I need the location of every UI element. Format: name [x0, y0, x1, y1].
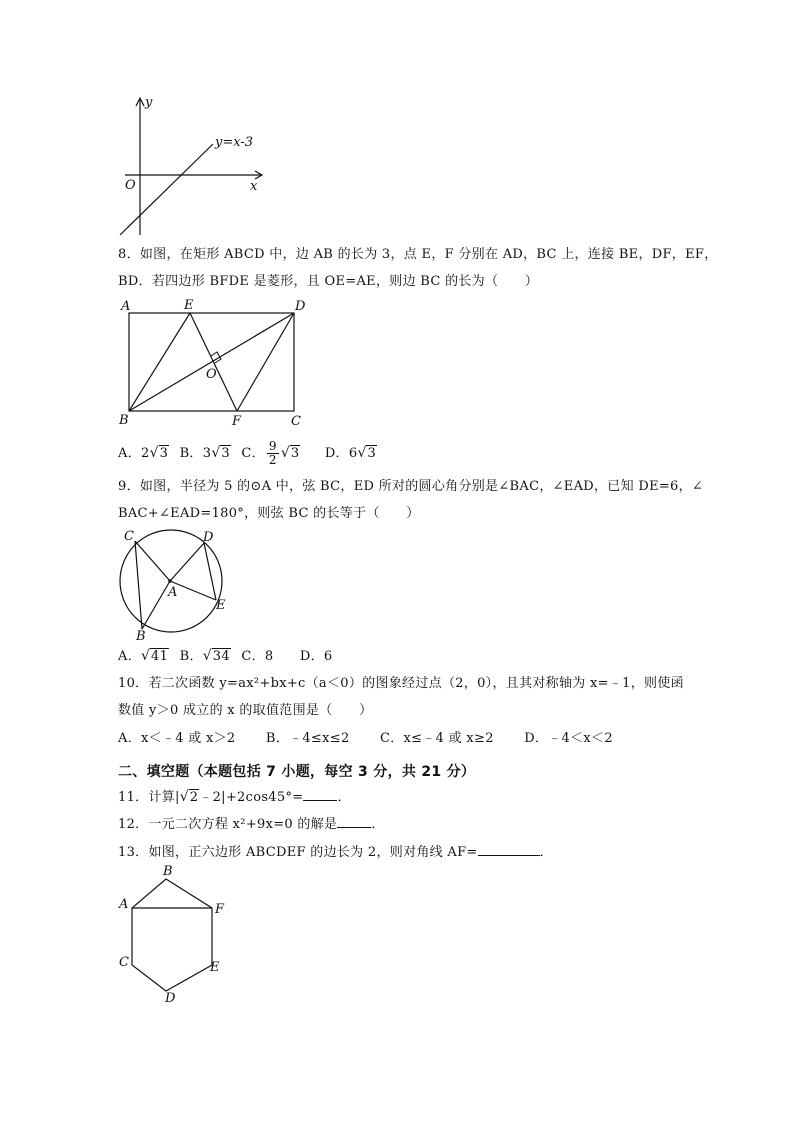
- label-a: A: [119, 897, 129, 912]
- segment-be: [129, 313, 190, 411]
- label-c: C: [291, 414, 301, 429]
- q10-option-a[interactable]: A．x＜﹣4 或 x＞2: [118, 731, 236, 746]
- q8-text-line-1: 8．如图，在矩形 ABCD 中，边 AB 的长为 3，点 E，F 分别在 AD，BC 上，连接 BE，DF，EF，: [118, 247, 718, 262]
- label-b: B: [119, 413, 129, 428]
- segment-ad: [170, 543, 204, 581]
- q9-text-line-1: 9．如图，半径为 5 的⊙A 中，弦 BC，ED 所对的圆心角分别是∠BAC，∠EAD，已知 DE=6，∠: [118, 479, 704, 494]
- q12-text: 12．一元二次方程 x²+9x=0 的解是 ．: [118, 817, 385, 832]
- x-axis-label: x: [250, 179, 258, 194]
- segment-de: [204, 543, 216, 600]
- q9-options: [118, 648, 339, 666]
- segment-df: [237, 313, 294, 411]
- label-d: D: [295, 299, 306, 314]
- label-c: C: [119, 955, 129, 970]
- q9-text-line-2: BAC+∠EAD=180°，则弦 BC 的长等于（ ）: [118, 506, 420, 521]
- label-d: D: [203, 530, 214, 545]
- q13-answer-blank[interactable]: [478, 843, 540, 856]
- label-o: O: [206, 367, 217, 382]
- segment-ac: [135, 541, 170, 581]
- label-a: A: [168, 585, 178, 600]
- q8-option-b[interactable]: B．3√ 3: [180, 441, 231, 467]
- q8-option-d[interactable]: D．6√ 3: [325, 441, 377, 467]
- origin-label: O: [125, 178, 136, 193]
- q11-text: 11．计算|√ 2﹣2|+2cos45°= ．: [118, 788, 351, 807]
- segment-ef: [190, 313, 237, 411]
- segment-ab: [142, 581, 170, 629]
- label-d: D: [165, 991, 176, 1006]
- label-f: F: [215, 902, 225, 917]
- q8-option-c[interactable]: C． $\frac{9}{2}$ √ 3: [241, 440, 300, 467]
- q10-option-b[interactable]: B．﹣4≤x≤2: [265, 731, 350, 746]
- label-c: C: [124, 529, 134, 544]
- rectangle-rhombus-figure: [115, 296, 315, 431]
- label-b: B: [163, 864, 173, 879]
- q8-option-a[interactable]: A．2√ 3: [118, 441, 169, 467]
- segment-cb: [135, 541, 142, 629]
- label-e: E: [210, 960, 220, 975]
- q11-answer-blank[interactable]: [303, 788, 337, 801]
- q10-options: [118, 730, 619, 748]
- y-axis-label: y: [145, 95, 153, 110]
- hexagon-abcdef: [132, 879, 212, 991]
- q9-option-c[interactable]: C．8: [241, 649, 274, 664]
- label-b: B: [136, 629, 146, 644]
- function-label: y=x-3: [215, 135, 254, 150]
- q8-text-line-2: BD．若四边形 BFDE 是菱形，且 OE=AE，则边 BC 的长为（ ）: [118, 274, 539, 289]
- label-a: A: [121, 299, 131, 314]
- q12-answer-blank[interactable]: [337, 815, 371, 828]
- center-point: [168, 579, 172, 583]
- q10-option-c[interactable]: C．x≤﹣4 或 x≥2: [379, 731, 494, 746]
- q9-option-b[interactable]: B．√ 34: [180, 648, 231, 666]
- section-2-title: 二、填空题（本题包括 7 小题，每空 3 分，共 21 分）: [118, 764, 476, 780]
- label-e: E: [216, 598, 226, 613]
- q10-option-d[interactable]: D．﹣4＜x＜2: [524, 731, 613, 746]
- q9-option-a[interactable]: A．√ 41: [118, 648, 169, 666]
- hexagon-figure: [115, 864, 235, 1009]
- q10-text-line-2: 数值 y＞0 成立的 x 的取值范围是（ ）: [118, 703, 373, 718]
- q13-text: 13．如图，正六边形 ABCDEF 的边长为 2，则对角线 AF= ．: [118, 845, 553, 860]
- q8-options: [118, 440, 383, 467]
- segment-bd: [129, 313, 294, 411]
- linear-graph-figure: [115, 92, 265, 237]
- label-e: E: [184, 298, 194, 313]
- circle-chords-figure: [115, 526, 235, 646]
- q9-option-d[interactable]: D．6: [299, 649, 333, 664]
- q10-text-line-1: 10．若二次函数 y=ax²+bx+c（a＜0）的图象经过点（2，0），且其对称轴为 x=﹣1，则使函: [118, 676, 684, 691]
- label-f: F: [232, 414, 242, 429]
